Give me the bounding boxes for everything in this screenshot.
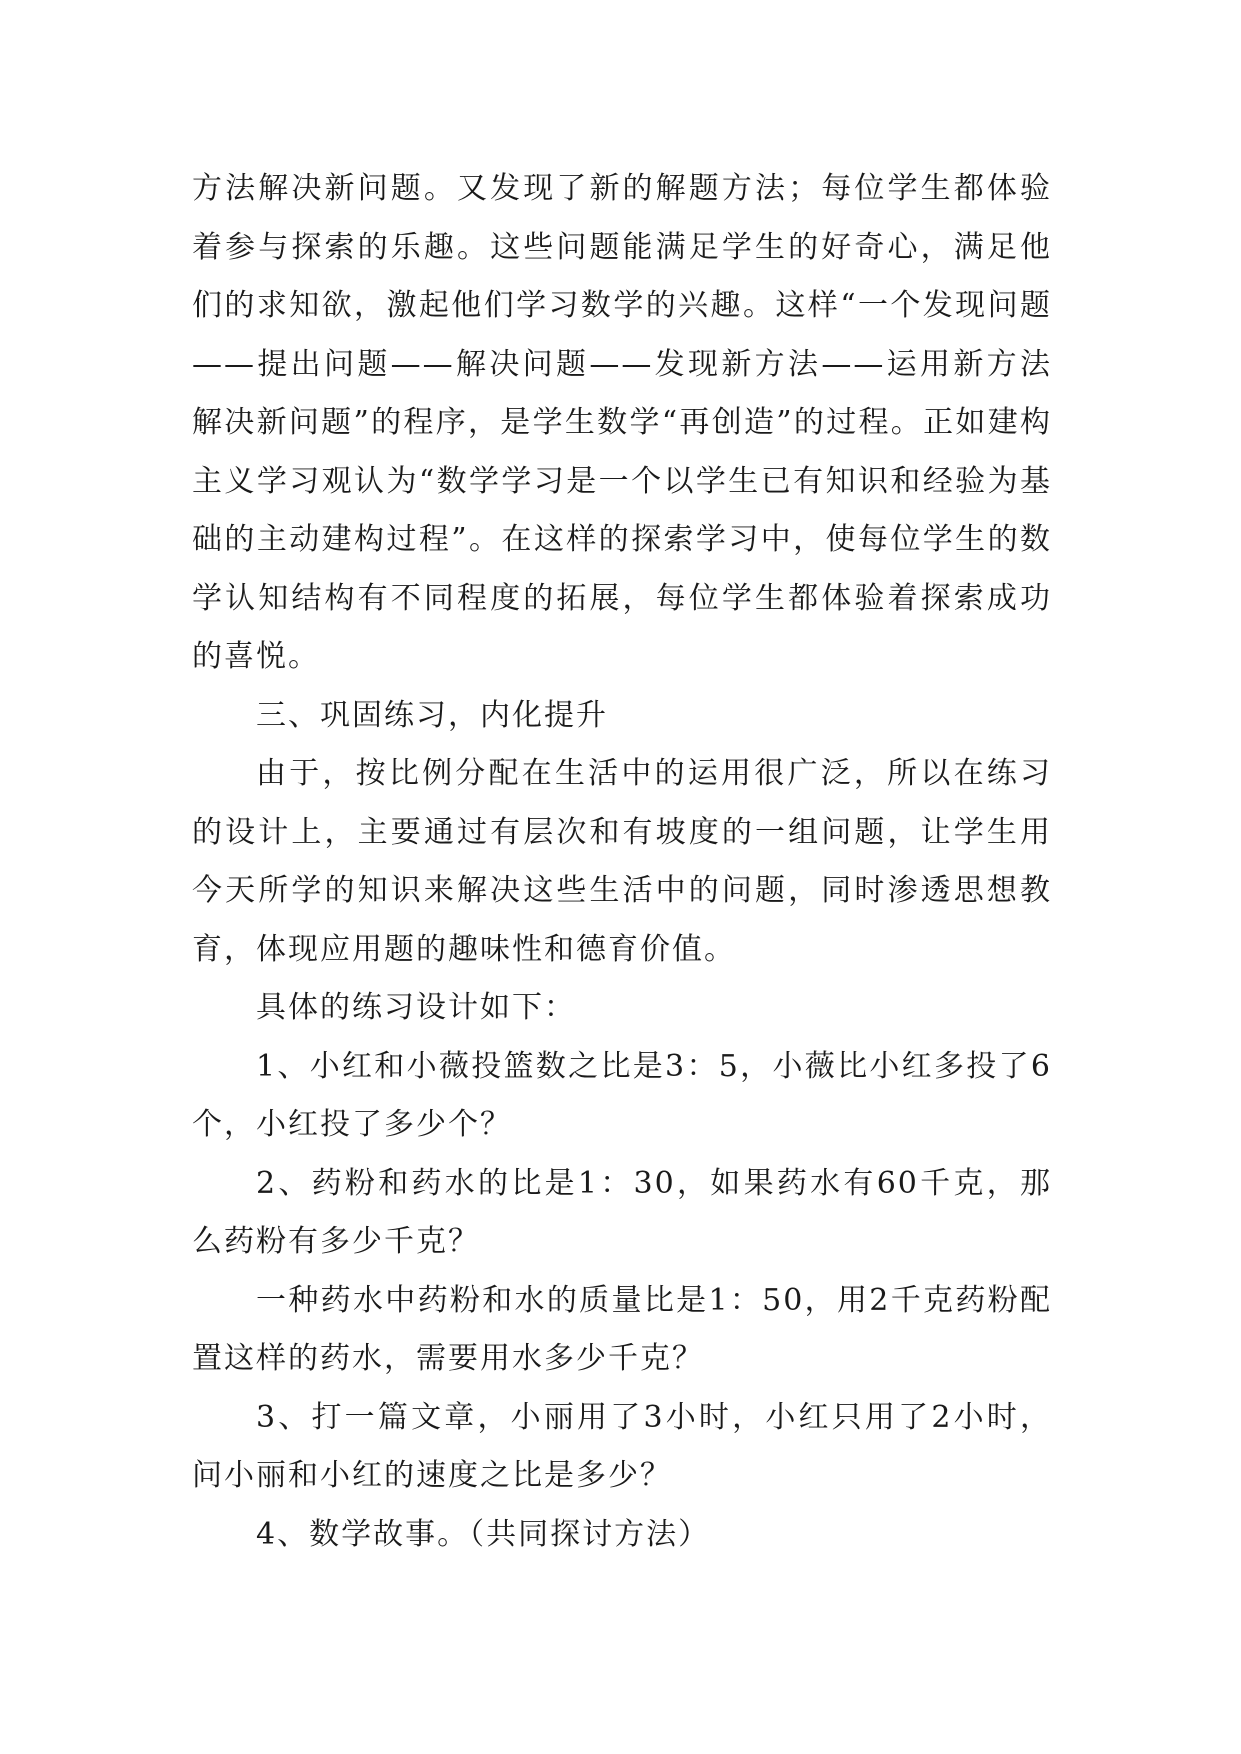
exercise-item: 2、药粉和药水的比是1：30，如果药水有60千克，那么药粉有多少千克？: [192, 1165, 1052, 1259]
exercise-item: 1、小红和小薇投篮数之比是3：5，小薇比小红多投了6个，小红投了多少个？: [192, 1048, 1052, 1142]
document-body: [192, 160, 1052, 1564]
exercise-item: 一种药水中药粉和水的质量比是1：50，用2千克药粉配置这样的药水，需要用水多少千克？: [192, 1282, 1052, 1376]
section-heading: 三、巩固练习，内化提升: [256, 697, 608, 733]
exercise-item: 3、打一篇文章，小丽用了3小时，小红只用了2小时，问小丽和小红的速度之比是多少？: [192, 1399, 1052, 1493]
body-paragraph: 方法解决新问题。又发现了新的解题方法；每位学生都体验着参与探索的乐趣。这些问题能满足学生的好奇心，满足他们的求知欲，激起他们学习数学的兴趣。这样“一个发现问题——提出问题——解决问题——发现新方法——运用新方法解决新问题”的程序，是学生数学“再创造”的过程。正如建构主义学习观认为“数学学习是一个以学生已有知识和经验为基础的主动建构过程”。在这样的探索学习中，使每位学生的数学认知结构有不同程度的拓展，每位学生都体验着探索成功的喜悦。: [192, 171, 1052, 674]
body-paragraph: 具体的练习设计如下：: [256, 990, 576, 1025]
body-paragraph: 由于，按比例分配在生活中的运用很广泛，所以在练习的设计上，主要通过有层次和有坡度的一组问题，让学生用今天所学的知识来解决这些生活中的问题，同时渗透思想教育，体现应用题的趣味性和德育价值。: [192, 756, 1052, 967]
exercise-item: 4、数学故事。（共同探讨方法）: [256, 1516, 711, 1552]
